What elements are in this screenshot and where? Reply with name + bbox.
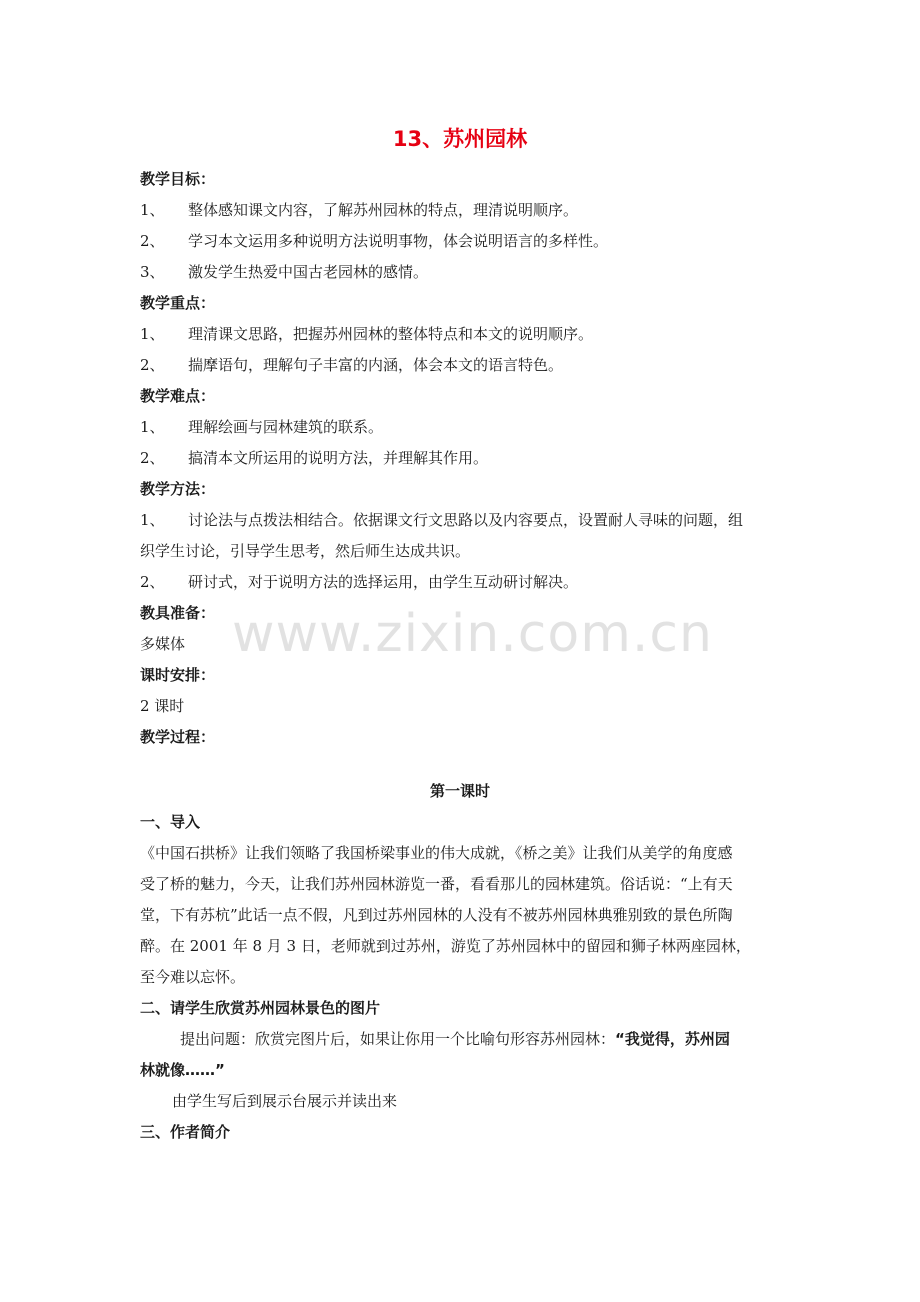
objectives-heading: 教学目标：	[140, 170, 216, 188]
schedule-heading: 课时安排：	[140, 666, 216, 684]
objective-item-3	[140, 257, 790, 288]
item-text: 学习本文运用多种说明方法说明事物，体会说明语言的多样性。	[188, 232, 609, 250]
key-point-item-2	[140, 350, 790, 381]
intro-line-3: 堂，下有苏杭”此话一点不假，凡到过苏州园林的人没有不被苏州园林典雅别致的景色所陶	[140, 906, 733, 924]
process-heading: 教学过程：	[140, 728, 216, 746]
item-number: 2、	[140, 232, 165, 250]
item-number: 1、	[140, 201, 165, 219]
item-text: 激发学生热爱中国古老园林的感情。	[188, 263, 429, 281]
item-number: 1、	[140, 325, 165, 343]
question-prefix: 提出问题：欣赏完图片后，如果让你用一个比喻句形容苏州园林：	[180, 1030, 616, 1048]
page-title: 13、苏州园林	[392, 127, 528, 151]
intro-line-1: 《中国石拱桥》让我们领略了我国桥梁事业的伟大成就，《桥之美》让我们从美学的角度感	[140, 844, 733, 862]
tools-heading: 教具准备：	[140, 604, 216, 622]
difficulty-item-1	[140, 412, 790, 443]
method-item-2	[140, 567, 790, 598]
item-text: 理解绘画与园林建筑的联系。	[188, 418, 384, 436]
objective-item-2	[140, 226, 790, 257]
item-text: 理清课文思路，把握苏州园林的整体特点和本文的说明顺序。	[188, 325, 594, 343]
section-1-heading: 一、导入	[140, 813, 201, 831]
key-point-item-1	[140, 319, 790, 350]
item-text: 揣摩语句，理解句子丰富的内涵，体会本文的语言特色。	[188, 356, 564, 374]
method-item-1-line-2: 织学生讨论，引导学生思考，然后师生达成共识。	[140, 542, 471, 560]
watermark: www.zixin.com.cn	[232, 604, 713, 664]
difficulties-heading: 教学难点：	[140, 387, 216, 405]
question-line-2: 林就像……”	[140, 1061, 225, 1079]
item-text: 搞清本文所运用的说明方法，并理解其作用。	[188, 449, 489, 467]
intro-line-5: 至今难以忘怀。	[140, 968, 246, 986]
item-number: 1、	[140, 418, 165, 436]
section-3-heading: 三、作者简介	[140, 1123, 231, 1141]
item-text: 讨论法与点拨法相结合。依据课文行文思路以及内容要点，设置耐人寻味的问题，组	[188, 511, 744, 529]
section-2-heading: 二、请学生欣赏苏州园林景色的图片	[140, 999, 381, 1017]
item-number: 3、	[140, 263, 165, 281]
item-number: 1、	[140, 511, 165, 529]
question-quote: “我觉得，苏州园	[615, 1030, 730, 1048]
difficulty-item-2	[140, 443, 790, 474]
question-line-1	[140, 1024, 830, 1055]
intro-line-4: 醉。在 2001 年 8 月 3 日，老师就到过苏州，游览了苏州园林中的留园和狮子林两座园林，	[140, 937, 751, 955]
schedule-text: 2 课时	[140, 697, 185, 715]
item-number: 2、	[140, 573, 165, 591]
intro-line-2: 受了桥的魅力，今天，让我们苏州园林游览一番，看看那儿的园林建筑。俗话说：“上有天	[140, 875, 733, 893]
item-text: 整体感知课文内容，了解苏州园林的特点，理清说明顺序。	[188, 201, 579, 219]
lesson-heading: 第一课时	[429, 782, 490, 800]
methods-heading: 教学方法：	[140, 480, 216, 498]
key-points-heading: 教学重点：	[140, 294, 216, 312]
item-number: 2、	[140, 356, 165, 374]
item-text: 研讨式，对于说明方法的选择运用，由学生互动研讨解决。	[188, 573, 579, 591]
followup-text: 由学生写后到展示台展示并读出来	[172, 1092, 398, 1110]
objective-item-1	[140, 195, 790, 226]
method-item-1-line-1	[140, 505, 790, 536]
tools-text: 多媒体	[140, 635, 186, 653]
item-number: 2、	[140, 449, 165, 467]
